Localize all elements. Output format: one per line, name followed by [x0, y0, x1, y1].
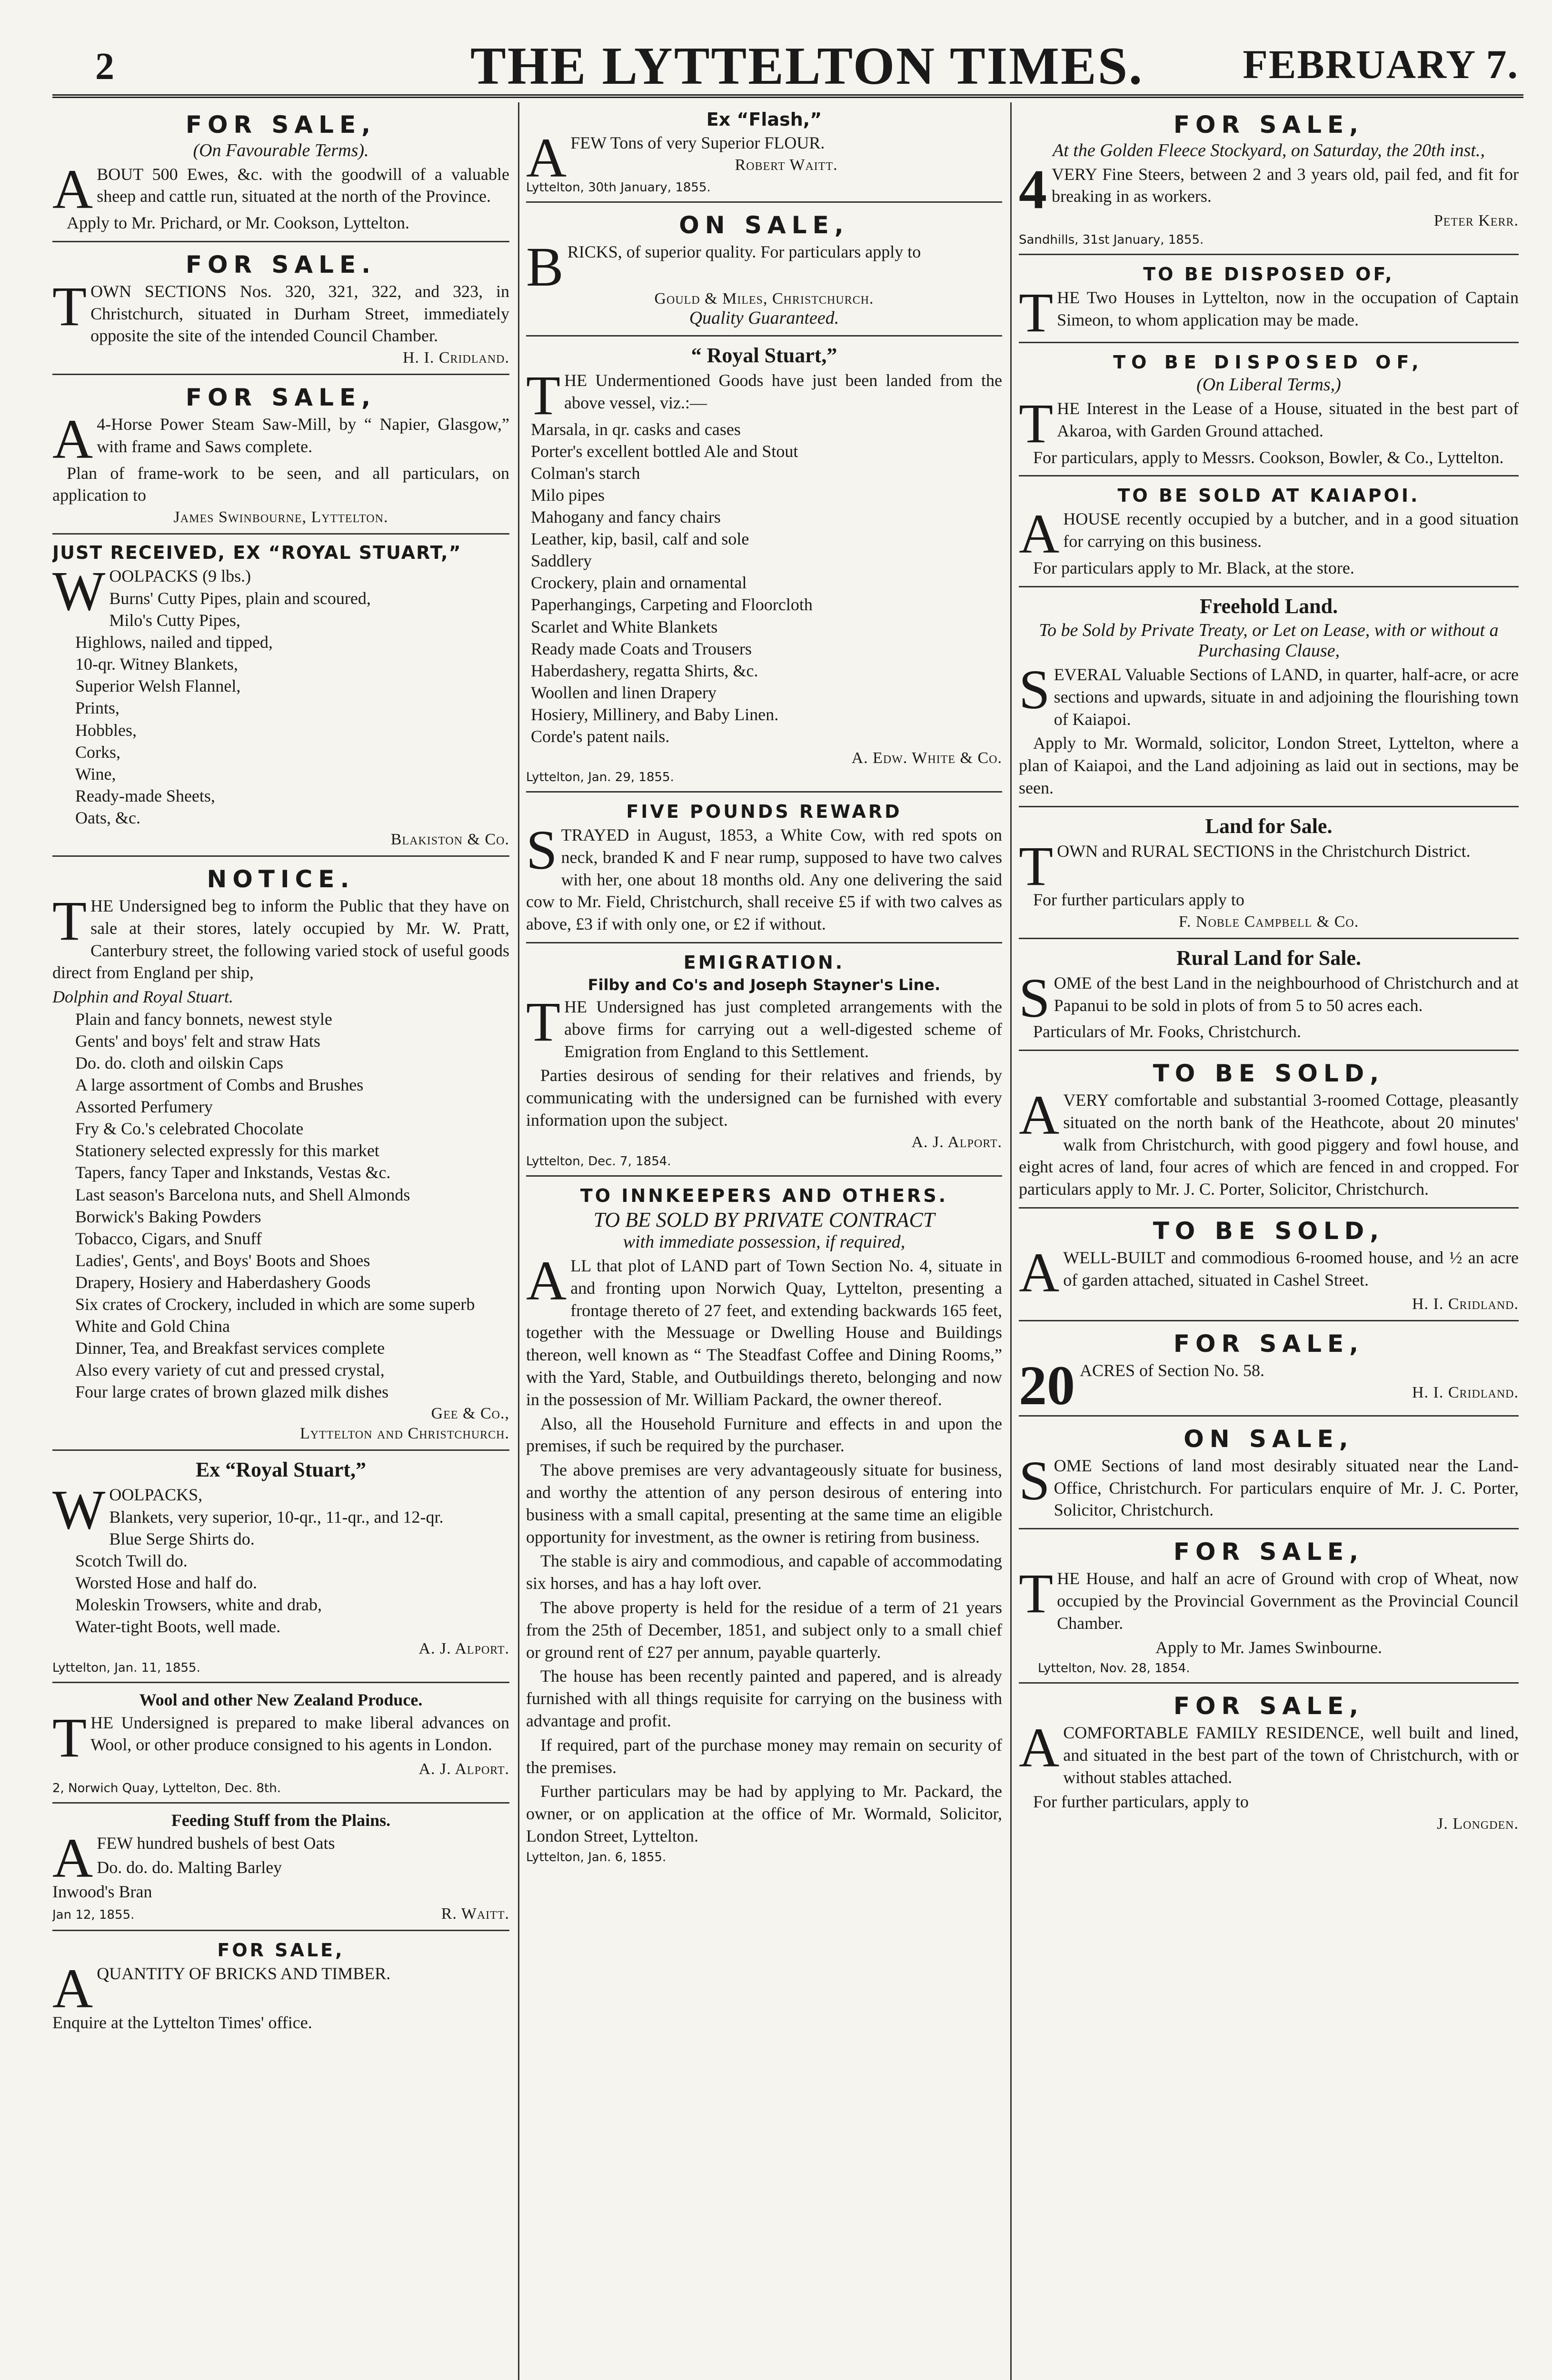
- ad-heading: Ex “Flash,”: [706, 109, 822, 130]
- list-item: Last season's Barcelona nuts, and Shell Almonds: [75, 1185, 410, 1204]
- drop-cap: W: [52, 560, 106, 623]
- list-item: Blankets, very superior, 10-qr., 11-qr., and 12-qr.: [109, 1507, 444, 1527]
- ad-date: Lyttelton, Jan. 29, 1855.: [526, 770, 674, 785]
- ad-body: 4-Horse Power Steam Saw-Mill, by “ Napier, Glasgow,” with frame and Saws complete.: [97, 415, 509, 456]
- ad-body: BOUT 500 Ewes, &c. with the goodwill of a valuable sheep and cattle run, situated at the north of the Province.: [97, 164, 509, 206]
- ad-date: Lyttelton, Jan. 11, 1855.: [52, 1660, 200, 1675]
- ad-body: LL that plot of LAND part of Town Section No. 4, situate in and fronting upon Norwich Quay, Lyttelton, presenting a frontage thereto of 27 feet, and extending backwards 165 feet, together with the Messuage or Dwelling House and Buildings thereon, well known as “ The Steadfast Coffee and Dining Rooms,” with the Yard, Stable, and Outbuildings thereto, belonging and now in the possession of Mr. William Packard, the owner thereof.: [526, 1256, 1002, 1409]
- column-right: [1019, 102, 1519, 2380]
- ad-emigration: [526, 943, 1002, 1177]
- drop-cap: A: [52, 1826, 93, 1889]
- ad-heading: FOR SALE,: [1173, 111, 1364, 139]
- ad-body: RICKS, of superior quality. For particulars apply to: [567, 242, 921, 262]
- drop-cap: T: [52, 275, 87, 337]
- list-item: Ladies', Gents', and Boys' Boots and Shoes: [75, 1250, 370, 1270]
- list-item: Leather, kip, basil, calf and sole: [531, 529, 749, 549]
- issue-date: FEBRUARY 7.: [1243, 41, 1519, 87]
- ad-innkeepers: [526, 1177, 1002, 1871]
- ad-saw-mill: [52, 375, 509, 535]
- ad-two-houses: [1019, 255, 1519, 343]
- list-item: Drapery, Hosiery and Haberdashery Goods: [75, 1272, 371, 1292]
- ad-paragraph: For further particulars, apply to: [1033, 1792, 1249, 1811]
- list-item: Saddlery: [531, 551, 592, 571]
- ad-bricks-timber: [52, 1931, 509, 2040]
- list-item: Do. do. cloth and oilskin Caps: [75, 1053, 283, 1073]
- ad-family-residence: [1019, 1684, 1519, 1839]
- ad-subheading: To be Sold by Private Treaty, or Let on Lease, with or without a Purchasing Clause,: [1039, 620, 1499, 661]
- ad-ewes-for-sale: [52, 102, 509, 242]
- drop-cap: S: [1019, 966, 1050, 1029]
- ad-rural-land: [1019, 939, 1519, 1051]
- ad-paragraph: Apply to Mr. Wormald, solicitor, London Street, Lyttelton, where a plan of Kaiapoi, and the Land adjoining as laid out in sections, may be seen.: [1019, 734, 1519, 797]
- ad-subheading: At the Golden Fleece Stockyard, on Saturday, the 20th inst.,: [1053, 140, 1485, 160]
- ad-first-line: OOLPACKS (9 lbs.): [109, 566, 251, 586]
- ad-heading: FOR SALE.: [185, 250, 377, 278]
- ad-line: Do. do. do. Malting Barley: [97, 1857, 282, 1877]
- ad-date: Lyttelton, Dec. 7, 1854.: [526, 1154, 671, 1169]
- ad-heading: TO BE DISPOSED OF,: [1143, 264, 1394, 285]
- ad-body: TRAYED in August, 1853, a White Cow, with red spots on neck, branded K and F near rump, supposed to have two calves with her, one about 18 months old. Any one delivering the said cow to Mr. Field, Christchurch, shall receive £5 if with two calves as above, £3 if with only one, or £2 if without.: [526, 825, 1002, 934]
- drop-cap: T: [1019, 834, 1054, 897]
- list-item: Haberdashery, regatta Shirts, &c.: [531, 661, 758, 680]
- ad-signature: R. Waitt.: [441, 1905, 509, 1923]
- ad-paragraph: Apply to Mr. James Swinbourne.: [1155, 1637, 1382, 1657]
- ad-body: ACRES of Section No. 58.: [1080, 1361, 1265, 1380]
- ad-heading: Freehold Land.: [1199, 594, 1338, 618]
- ad-land-for-sale: [1019, 807, 1519, 939]
- ad-body: HE Undersigned beg to inform the Public that they have on sale at their stores, lately occupied by Mr. W. Pratt, Canterbury street, the following varied stock of useful goods direct from England per ship,: [52, 896, 509, 982]
- list-item: Milo pipes: [531, 486, 605, 505]
- ad-subheading: TO BE SOLD BY PRIVATE CONTRACT: [593, 1208, 935, 1231]
- ad-paragraph: The stable is airy and commodious, and capable of accommodating six horses, and has a hay loft over.: [526, 1551, 1002, 1593]
- ad-heading: TO BE SOLD,: [1153, 1060, 1385, 1088]
- ad-heading: Rural Land for Sale.: [1176, 946, 1361, 970]
- ad-body: OME Sections of land most desirably situated near the Land-Office, Christchurch. For particulars enquire of Mr. J. C. Porter, Solicitor, Christchurch.: [1054, 1456, 1519, 1520]
- ad-body: OWN SECTIONS Nos. 320, 321, 322, and 323, in Christchurch, situated in Durham Street, immediately opposite the site of the intended Council Chamber.: [90, 281, 509, 346]
- ad-lease-akaroa: [1019, 343, 1519, 476]
- ad-subheading: (On Liberal Terms,): [1196, 375, 1341, 395]
- goods-list: [52, 1506, 509, 1637]
- ad-heading: Feeding Stuff from the Plains.: [171, 1810, 391, 1830]
- column-middle: [526, 102, 1002, 2380]
- drop-cap: T: [526, 991, 561, 1053]
- ad-heading: Wool and other New Zealand Produce.: [139, 1690, 423, 1709]
- ad-subheading-2: with immediate possession, if required,: [623, 1232, 905, 1252]
- ad-signature: Robert Waitt.: [735, 156, 838, 174]
- drop-cap: 4: [1019, 158, 1047, 220]
- ad-body: COMFORTABLE FAMILY RESIDENCE, well built and lined, and situated in the best part of the town of Christchurch, with or without stables attached.: [1063, 1723, 1519, 1787]
- list-item: Worsted Hose and half do.: [75, 1573, 258, 1593]
- ad-body: OME of the best Land in the neighbourhood of Christchurch and at Papanui to be sold in plots of from 5 to 50 acres each.: [1054, 973, 1519, 1015]
- ad-flour: [526, 102, 1002, 203]
- list-item: Ready-made Sheets,: [75, 786, 215, 805]
- list-item: 10-qr. Witney Blankets,: [75, 654, 238, 674]
- ad-signature: A. J. Alport.: [418, 1639, 509, 1657]
- ad-body: EVERAL Valuable Sections of LAND, in quarter, half-acre, or acre sections and upwards, situate in and adjoining the flourishing town of Kaiapoi.: [1054, 664, 1519, 729]
- ad-body: QUANTITY OF BRICKS AND TIMBER.: [97, 1964, 391, 1983]
- drop-cap: W: [52, 1478, 106, 1541]
- ad-body: HE Undermentioned Goods have just been landed from the above vessel, viz.:—: [564, 371, 1002, 413]
- ad-signature: Blakiston & Co.: [390, 830, 509, 848]
- ad-line: Inwood's Bran: [52, 1882, 152, 1902]
- list-item: Ready made Coats and Trousers: [531, 639, 752, 658]
- ad-signature: H. I. Cridland.: [1412, 1384, 1519, 1402]
- ad-signature: Gee & Co.,: [431, 1405, 509, 1423]
- ad-freehold-land: [1019, 587, 1519, 807]
- goods-list: [52, 1008, 509, 1403]
- list-item: Also every variety of cut and pressed crystal,: [75, 1360, 385, 1380]
- ad-cashel-house: [1019, 1209, 1519, 1321]
- drop-cap: T: [1019, 281, 1054, 344]
- ad-signature: A. Edw. White & Co.: [851, 749, 1002, 767]
- list-item: Gents' and boys' felt and straw Hats: [75, 1031, 320, 1051]
- ad-signature: A. J. Alport.: [418, 1760, 509, 1778]
- drop-cap: S: [1019, 658, 1050, 721]
- ad-notice-gee: [52, 857, 509, 1451]
- page-header: [95, 19, 1519, 96]
- ad-heading: TO BE SOLD,: [1153, 1217, 1385, 1245]
- list-item: Porter's excellent bottled Ale and Stout: [531, 441, 798, 461]
- ad-kaiapoi-house: [1019, 476, 1519, 587]
- ad-paragraph: The above property is held for the residue of a term of 21 years from the 25th of December, 1851, and subject only to a small chief or ground rent of £27 per annum, payable quarterly.: [526, 1598, 1002, 1662]
- drop-cap: A: [1019, 503, 1060, 565]
- list-item: Milo's Cutty Pipes,: [109, 611, 240, 630]
- ad-signature: H. I. Cridland.: [1412, 1295, 1519, 1313]
- ad-body: WELL-BUILT and commodious 6-roomed house, and ½ an acre of garden attached, situated in Cashel Street.: [1063, 1248, 1519, 1289]
- drop-cap: T: [1019, 1562, 1054, 1625]
- ad-heading: NOTICE.: [207, 865, 355, 893]
- ad-land-office-sections: [1019, 1417, 1519, 1529]
- drop-cap: A: [52, 408, 93, 471]
- drop-cap: B: [526, 236, 564, 298]
- column-rule: [518, 102, 519, 2380]
- list-item: Corde's patent nails.: [531, 726, 670, 746]
- ad-date: Lyttelton, 30th January, 1855.: [526, 180, 711, 195]
- masthead-title: THE LYTTELTON TIMES.: [470, 37, 1144, 96]
- list-item: Four large crates of brown glazed milk dishes: [75, 1382, 389, 1402]
- drop-cap: A: [526, 1250, 567, 1312]
- ad-heading: FIVE POUNDS REWARD: [626, 801, 902, 823]
- ad-signature: A. J. Alport.: [911, 1133, 1002, 1151]
- ad-heading: EMIGRATION.: [683, 952, 845, 973]
- list-item: Corks,: [75, 742, 121, 762]
- ad-feeding-stuff: [52, 1804, 509, 1931]
- drop-cap: A: [1019, 1084, 1060, 1147]
- list-item: Assorted Perfumery: [75, 1097, 213, 1117]
- ad-date: Lyttelton, Nov. 28, 1854.: [1038, 1661, 1190, 1676]
- list-item: Hosiery, Millinery, and Baby Linen.: [531, 704, 779, 724]
- ad-plan: Plan of frame-work to be seen, and all particulars, on application to: [52, 463, 509, 505]
- ship-names: Dolphin and Royal Stuart.: [52, 987, 233, 1007]
- list-item: Burns' Cutty Pipes, plain and scoured,: [109, 589, 371, 608]
- ad-date: Lyttelton, Jan. 6, 1855.: [526, 1850, 667, 1864]
- list-item: Fry & Co.'s celebrated Chocolate: [75, 1119, 304, 1139]
- ad-heading: FOR SALE,: [185, 384, 377, 412]
- list-item: Tapers, fancy Taper and Inkstands, Vestas &c.: [75, 1163, 391, 1182]
- list-item: Prints,: [75, 698, 120, 718]
- ad-body: HOUSE recently occupied by a butcher, and in a good situation for carrying on this business.: [1063, 509, 1519, 551]
- ad-body: HE Interest in the Lease of a House, situated in the best part of Akaroa, with Garden Ground attached.: [1057, 399, 1519, 440]
- ad-heading: TO INNKEEPERS AND OTHERS.: [580, 1185, 948, 1206]
- ad-body: HE Undersigned is prepared to make liberal advances on Wool, or other produce consigned to his agents in London.: [90, 1713, 509, 1755]
- ad-subheading: Filby and Co's and Joseph Stayner's Line.: [587, 976, 941, 994]
- ad-steers: [1019, 102, 1519, 255]
- list-item: Tobacco, Cigars, and Snuff: [75, 1229, 262, 1248]
- ad-body: HE House, and half an acre of Ground with crop of Wheat, now occupied by the Provincial Government as the Provincial Council Chamber.: [1057, 1569, 1519, 1633]
- ad-body: VERY Fine Steers, between 2 and 3 years old, pail fed, and fit for breaking in as workers.: [1052, 164, 1519, 206]
- list-item: Stationery selected expressly for this market: [75, 1141, 379, 1160]
- list-item: Blue Serge Shirts do.: [109, 1529, 255, 1549]
- ad-paragraph: For further particulars apply to: [1033, 890, 1244, 910]
- ad-heading: ON SALE,: [679, 211, 849, 239]
- ad-first-line: OOLPACKS,: [109, 1485, 203, 1505]
- drop-cap: T: [1019, 392, 1054, 455]
- drop-cap: 20: [1019, 1354, 1075, 1417]
- ad-paragraph: Particulars of Mr. Fooks, Christchurch.: [1033, 1022, 1301, 1041]
- list-item: Colman's starch: [531, 464, 640, 483]
- list-item: Hobbles,: [75, 720, 137, 740]
- list-item: Paperhangings, Carpeting and Floorcloth: [531, 595, 813, 615]
- list-item: Oats, &c.: [75, 808, 140, 827]
- list-item: Scotch Twill do.: [75, 1551, 188, 1571]
- list-item: Water-tight Boots, well made.: [75, 1617, 281, 1636]
- list-item: Superior Welsh Flannel,: [75, 676, 241, 696]
- ad-date: Jan 12, 1855.: [52, 1908, 135, 1923]
- ad-body-2: Parties desirous of sending for their relatives and friends, by communicating with the undersigned can be furnished with every information upon the subject.: [526, 1066, 1002, 1130]
- header-rule: [52, 94, 1523, 98]
- ad-paragraph: For particulars apply to Mr. Black, at the store.: [1033, 558, 1354, 577]
- ad-town-sections: [52, 242, 509, 375]
- column-left: [52, 102, 509, 2380]
- ad-paragraph: For particulars, apply to Messrs. Cookson, Bowler, & Co., Lyttelton.: [1033, 447, 1504, 467]
- ad-heading: FOR SALE,: [1173, 1692, 1364, 1720]
- ad-heading: TO BE SOLD AT KAIAPOI.: [1117, 485, 1420, 506]
- drop-cap: A: [52, 158, 93, 220]
- ad-date: 2, Norwich Quay, Lyttelton, Dec. 8th.: [52, 1781, 281, 1795]
- ad-woolpacks-alport: [52, 1451, 509, 1683]
- ad-enquire: Enquire at the Lyttelton Times' office.: [52, 2013, 312, 2032]
- ad-royal-stuart-goods: [526, 337, 1002, 793]
- ad-council-chamber: [1019, 1529, 1519, 1684]
- drop-cap: S: [526, 819, 557, 882]
- ad-paragraph: Further particulars may be had by applying to Mr. Packard, the owner, or on application at the office of Mr. Wormald, Solicitor, London Street, Lyttelton.: [526, 1782, 1002, 1845]
- ad-signature: H. I. Cridland.: [402, 349, 509, 367]
- goods-list: [526, 418, 1002, 747]
- ad-heading: JUST RECEIVED, EX “ROYAL STUART,”: [52, 542, 462, 564]
- ad-signature-location: Lyttelton and Christchurch.: [300, 1425, 509, 1443]
- list-item: Scarlet and White Blankets: [531, 617, 718, 636]
- ad-twenty-acres: [1019, 1321, 1519, 1416]
- ad-apply: Apply to Mr. Prichard, or Mr. Cookson, Lyttelton.: [67, 213, 409, 233]
- ad-heading: Ex “Royal Stuart,”: [195, 1458, 367, 1482]
- ad-body: HE Two Houses in Lyttelton, now in the occupation of Captain Simeon, to whom application may be made.: [1057, 288, 1519, 329]
- drop-cap: A: [1019, 1716, 1060, 1779]
- ad-heading: “ Royal Stuart,”: [691, 344, 837, 367]
- ad-paragraph: Also, all the Household Furniture and effects in and upon the premises, if such be required by the purchaser.: [526, 1414, 1002, 1456]
- column-rule: [1010, 102, 1012, 2380]
- drop-cap: T: [52, 1706, 87, 1769]
- ad-heading: Land for Sale.: [1205, 814, 1333, 838]
- drop-cap: A: [52, 1957, 93, 2020]
- ad-signature: Gould & Miles, Christchurch.: [654, 289, 874, 307]
- ad-paragraph: If required, part of the purchase money may remain on security of the premises.: [526, 1735, 1002, 1777]
- list-item: Moleskin Trowsers, white and drab,: [75, 1595, 322, 1615]
- ad-heading: TO BE DISPOSED OF,: [1113, 352, 1424, 373]
- list-item: Borwick's Baking Powders: [75, 1207, 261, 1226]
- drop-cap: T: [52, 889, 87, 952]
- ad-signature: F. Noble Campbell & Co.: [1178, 912, 1359, 931]
- list-item: Crockery, plain and ornamental: [531, 573, 747, 593]
- drop-cap: S: [1019, 1449, 1050, 1512]
- ad-heading: ON SALE,: [1184, 1425, 1354, 1453]
- list-item: Mahogany and fancy chairs: [531, 507, 721, 527]
- ad-woolpacks-blakiston: [52, 535, 509, 857]
- ad-body: VERY comfortable and substantial 3-roomed Cottage, pleasantly situated on the north bank of the Heathcote, about 20 minutes' walk from Christchurch, with good piggery and fowl house, and eight acres of land, four acres of which are fenced in and cropped. For particulars apply to Mr. J. C. Porter, Solicitor, Christchurch.: [1019, 1091, 1519, 1199]
- page-number: 2: [95, 46, 114, 88]
- ad-body: OWN and RURAL SECTIONS in the Christchurch District.: [1057, 841, 1471, 861]
- ad-heading: FOR SALE,: [1173, 1538, 1364, 1566]
- ad-signature: Peter Kerr.: [1433, 212, 1519, 230]
- list-item: Marsala, in qr. casks and cases: [531, 419, 741, 439]
- list-item: Six crates of Crockery, included in which are some superb White and Gold China: [75, 1294, 475, 1336]
- goods-list: [52, 587, 509, 829]
- ad-signature: James Swinbourne, Lyttelton.: [173, 508, 388, 526]
- ad-line: FEW hundred bushels of best Oats: [97, 1833, 335, 1853]
- ad-paragraph: The above premises are very advantageously situate for business, and worthy the attention of any person desirous of entering into business with a small capital, presenting at the same time an eligible opportunity for investment, as the owner is retiring from business.: [526, 1460, 1002, 1547]
- ad-heading: FOR SALE,: [1173, 1330, 1364, 1358]
- ad-paragraph: The house has been recently painted and papered, and is already furnished with all things requisite for carrying on the business with advantage and profit.: [526, 1666, 1002, 1731]
- list-item: Highlows, nailed and tipped,: [75, 633, 273, 652]
- ad-subheading: (On Favourable Terms).: [193, 140, 369, 160]
- list-item: Wine,: [75, 764, 116, 783]
- drop-cap: T: [526, 364, 561, 427]
- ad-date: Sandhills, 31st January, 1855.: [1019, 233, 1204, 248]
- ad-heading: FOR SALE,: [217, 1940, 345, 1961]
- list-item: A large assortment of Combs and Brushes: [75, 1075, 364, 1095]
- ad-body: HE Undersigned has just completed arrangements with the above firms for carrying out a well-digested scheme of Emigration from England to this Settlement.: [564, 997, 1002, 1061]
- ad-signature: J. Longden.: [1437, 1815, 1519, 1833]
- list-item: Woollen and linen Drapery: [531, 683, 716, 702]
- ad-quality: Quality Guaranteed.: [689, 307, 839, 328]
- drop-cap: A: [1019, 1241, 1060, 1304]
- list-item: Dinner, Tea, and Breakfast services complete: [75, 1339, 385, 1358]
- list-item: Plain and fancy bonnets, newest style: [75, 1009, 332, 1029]
- ad-cottage-to-be-sold: [1019, 1051, 1519, 1209]
- ad-body: FEW Tons of very Superior FLOUR.: [570, 133, 825, 152]
- ad-five-pounds-reward: [526, 793, 1002, 943]
- ad-heading: FOR SALE,: [185, 111, 377, 139]
- ad-wool-produce: [52, 1683, 509, 1804]
- ad-bricks: [526, 203, 1002, 337]
- drop-cap: A: [526, 127, 567, 189]
